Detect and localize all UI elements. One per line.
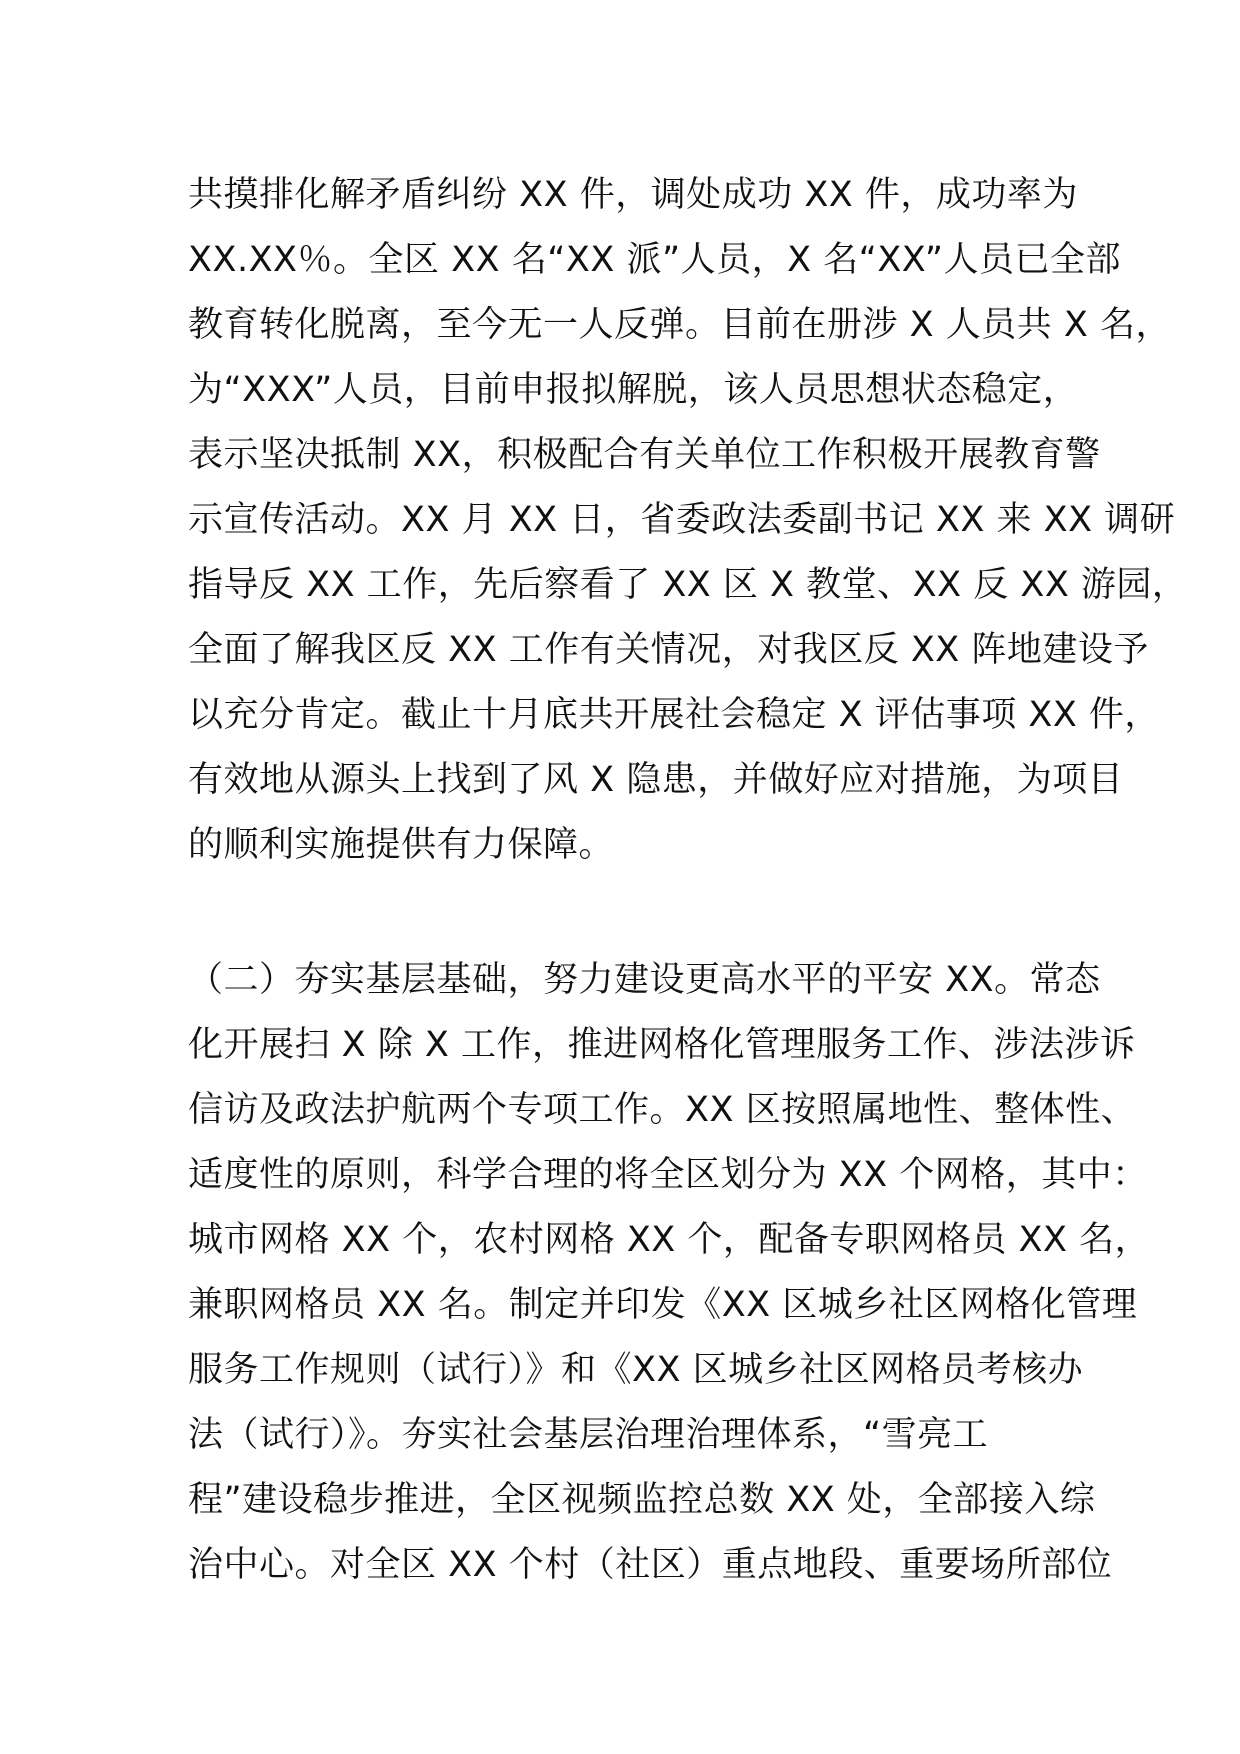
paragraph-line: 的顺利实施提供有力保障。 (188, 825, 615, 865)
paragraph-line: 服务工作规则（试行）》和《XX 区城乡社区网格员考核办 (188, 1350, 1084, 1390)
paragraph-line: 程”建设稳步推进，全区视频监控总数 XX 处，全部接入综 (188, 1480, 1096, 1520)
paragraph-line: XX.XX％。全区 XX 名“XX 派”人员，X 名“XX”人员已全部 (188, 240, 1121, 280)
paragraph-line: 法（试行）》。夯实社会基层治理治理体系，“雪亮工 (188, 1415, 989, 1455)
paragraph-line: 适度性的原则，科学合理的将全区划分为 XX 个网格，其中： (188, 1155, 1148, 1195)
paragraph-line: 为“XXX”人员，目前申报拟解脱，该人员思想状态稳定， (188, 370, 1079, 410)
paragraph-line: 兼职网格员 XX 名。制定并印发《XX 区城乡社区网格化管理 (188, 1285, 1138, 1325)
paragraph-2 (188, 948, 1151, 1598)
paragraph-line: 共摸排化解矛盾纠纷 XX 件，调处成功 XX 件，成功率为 (188, 175, 1078, 215)
paragraph-line: 城市网格 XX 个，农村网格 XX 个，配备专职网格员 XX 名， (188, 1220, 1151, 1260)
paragraph-line: 化开展扫 X 除 X 工作，推进网格化管理服务工作、涉法涉诉 (188, 1025, 1136, 1065)
paragraph-line: 信访及政法护航两个专项工作。XX 区按照属地性、整体性、 (188, 1090, 1137, 1130)
paragraph-line: 有效地从源头上找到了风 X 隐患，并做好应对措施，为项目 (188, 760, 1124, 800)
paragraph-line: （二）夯实基层基础，努力建设更高水平的平安 XX。常态 (188, 960, 1101, 1000)
paragraph-1 (188, 163, 1188, 878)
paragraph-line: 指导反 XX 工作，先后察看了 XX 区 X 教堂、XX 反 XX 游园， (188, 565, 1188, 605)
paragraph-line: 治中心。对全区 XX 个村（社区）重点地段、重要场所部位 (188, 1545, 1113, 1585)
paragraph-line: 全面了解我区反 XX 工作有关情况，对我区反 XX 阵地建设予 (188, 630, 1149, 670)
paragraph-line: 教育转化脱离，至今无一人反弹。目前在册涉 X 人员共 X 名， (188, 305, 1171, 345)
paragraph-line: 示宣传活动。XX 月 XX 日，省委政法委副书记 XX 来 XX 调研 (188, 500, 1176, 540)
paragraph-line: 以充分肯定。截止十月底共开展社会稳定 X 评估事项 XX 件， (188, 695, 1160, 735)
paragraph-line: 表示坚决抵制 XX，积极配合有关单位工作积极开展教育警 (188, 435, 1101, 475)
